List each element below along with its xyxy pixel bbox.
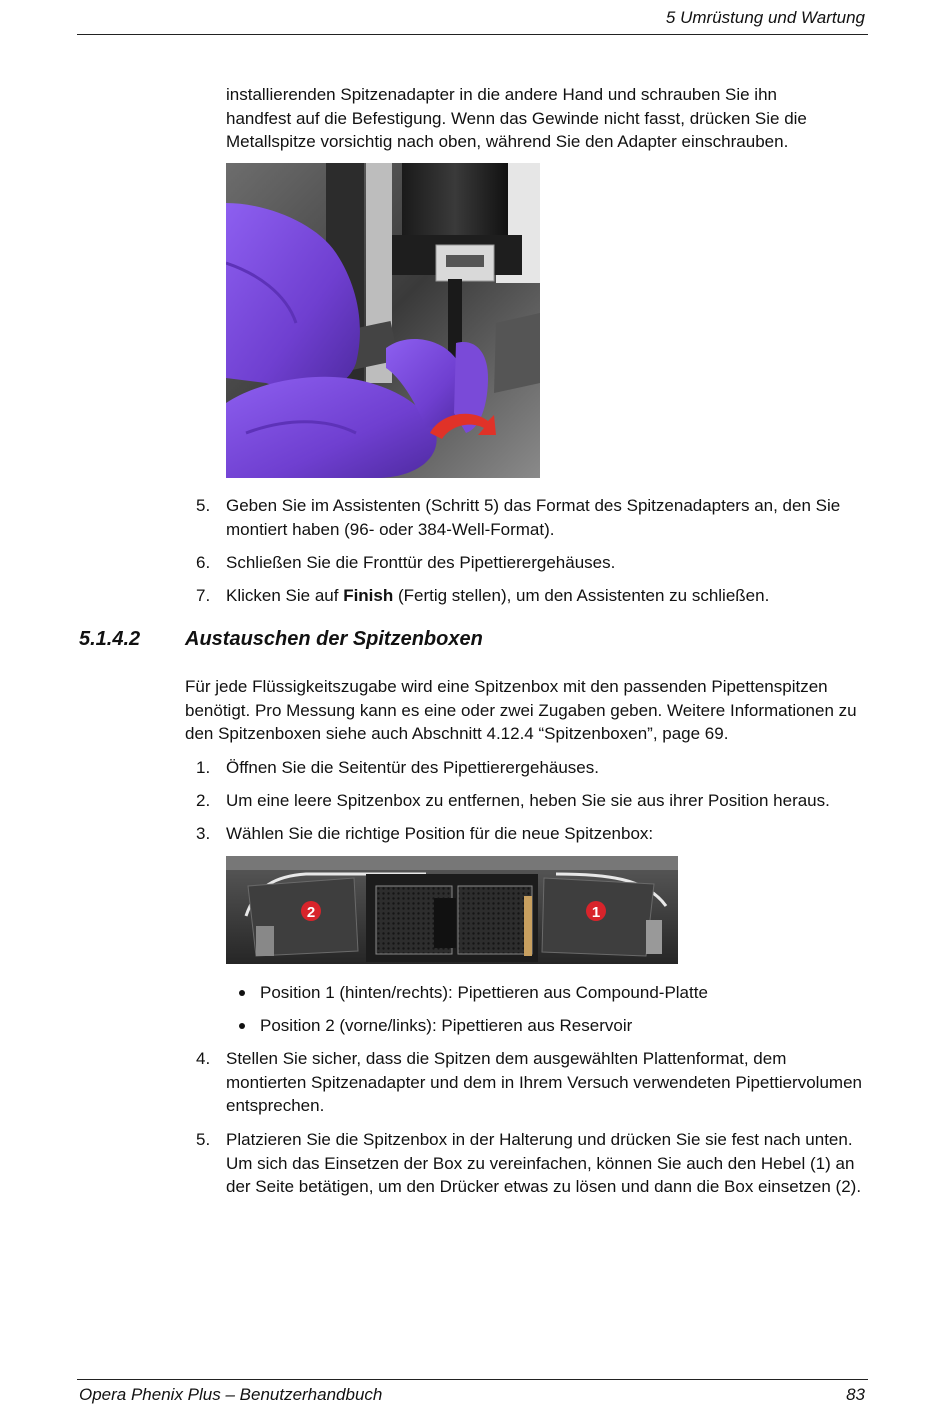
bullet-text: Position 2 (vorne/links): Pipettieren aus Reservoir — [260, 1016, 633, 1035]
manual-title: Opera Phenix Plus – Benutzerhandbuch — [79, 1385, 383, 1404]
step-number: 7. — [196, 586, 211, 605]
step-number: 2. — [196, 791, 211, 810]
section-intro-paragraph: Für jede Flüssigkeitszugabe wird eine Spitzenbox mit den passenden Pipettenspitzen benötigt. Pro Messung kann es eine oder zwei Zugaben geben. Weitere Informationen zu den Spitzenboxen siehe auch Abschnitt 4.12.4 “Spitzenboxen”, page 69. — [185, 677, 857, 743]
step-text: Stellen Sie sicher, dass die Spitzen dem ausgewählten Plattenformat, dem montierten Spitzenadapter und dem in Ihrem Versuch verwendeten Pipettiervolumen entsprechen. — [226, 1049, 862, 1115]
header-divider — [77, 34, 868, 35]
step-text: Wählen Sie die richtige Position für die neue Spitzenbox: — [226, 824, 654, 843]
position-1-label: 1 — [591, 904, 601, 921]
step-number: 3. — [196, 824, 211, 843]
footer-divider — [77, 1379, 868, 1380]
step-text: Geben Sie im Assistenten (Schritt 5) das Format des Spitzenadapters an, den Sie montiert haben (96- oder 384-Well-Format). — [226, 496, 841, 539]
step-text: Schließen Sie die Fronttür des Pipettierergehäuses. — [226, 553, 616, 572]
section-title: Austauschen der Spitzenboxen — [185, 628, 483, 650]
bullet-dot — [239, 990, 245, 996]
step-number: 1. — [196, 758, 211, 777]
step-text: Platzieren Sie die Spitzenbox in der Halterung und drücken Sie sie fest nach unten. Um sich das Einsetzen der Box zu vereinfachen, können Sie auch den Hebel (1) an der Seite betätigen, um den Drücker etwas zu lösen und dann die Box einsetzen (2). — [226, 1130, 862, 1196]
step-number: 6. — [196, 553, 211, 572]
step-text: Um eine leere Spitzenbox zu entfernen, heben Sie sie aus ihrer Position heraus. — [226, 791, 830, 810]
position-2-label: 2 — [306, 904, 316, 921]
step-number: 5. — [196, 496, 211, 515]
step-text: Öffnen Sie die Seitentür des Pipettierergehäuses. — [226, 758, 599, 777]
tip-box-positions-photo — [226, 856, 678, 964]
running-header: 5 Umrüstung und Wartung — [665, 8, 865, 27]
finish-button-label: Finish — [343, 586, 394, 605]
step-number: 4. — [196, 1049, 211, 1068]
step-number: 5. — [196, 1130, 211, 1149]
step-text: Klicken Sie auf Finish (Fertig stellen), um den Assistenten zu schließen. — [226, 586, 770, 605]
page-number: 83 — [846, 1385, 865, 1404]
tip-adapter-photo — [226, 163, 540, 478]
bullet-text: Position 1 (hinten/rechts): Pipettieren aus Compound-Platte — [260, 983, 708, 1002]
bullet-dot — [239, 1023, 245, 1029]
section-number: 5.1.4.2 — [79, 628, 141, 650]
intro-paragraph: installierenden Spitzenadapter in die andere Hand und schrauben Sie ihn handfest auf die Befestigung. Wenn das Gewinde nicht fasst, drücken Sie die Metallspitze vorsichtig nach oben, während Sie den Adapter einschrauben. — [226, 85, 807, 151]
